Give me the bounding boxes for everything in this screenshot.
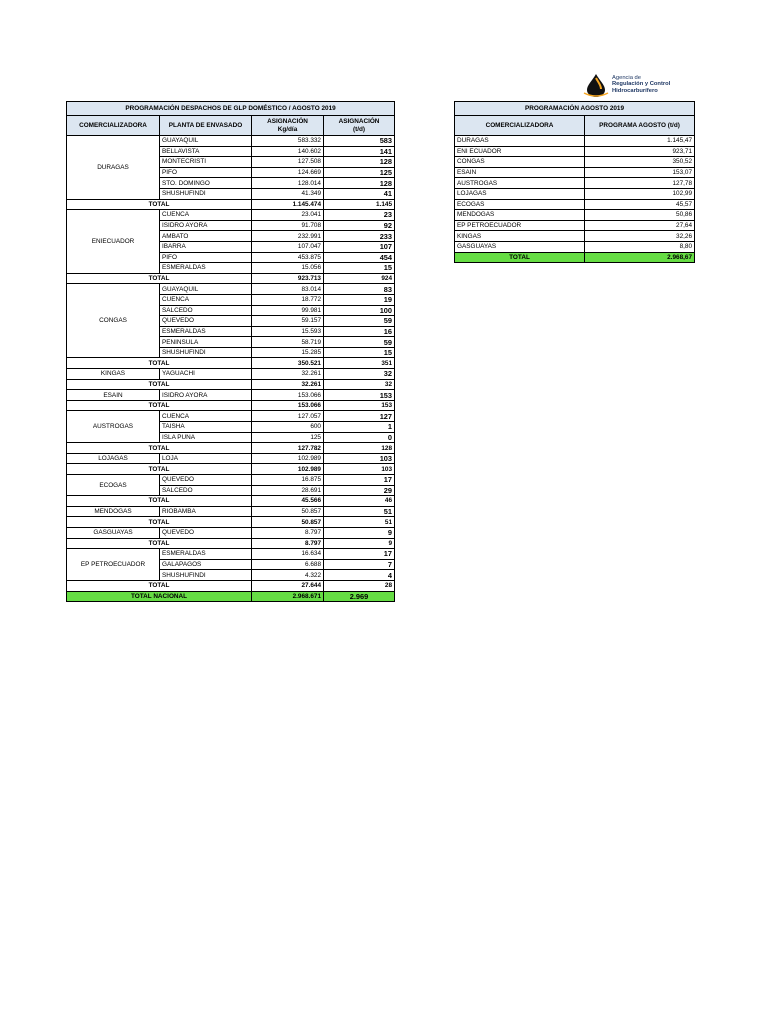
- kg-cell: 83.014: [252, 284, 324, 295]
- summary-company-cell: GASGUAYAS: [455, 241, 585, 252]
- plant-cell: ISIDRO AYORA: [160, 390, 252, 401]
- kg-cell: 6.688: [252, 559, 324, 570]
- total-t: 1.145: [324, 199, 395, 210]
- plant-cell: TAISHA: [160, 422, 252, 433]
- total-kg: 153.066: [252, 400, 324, 411]
- total-row: [67, 538, 395, 549]
- t-cell: 92: [324, 220, 395, 231]
- plant-cell: QUEVEDO: [160, 527, 252, 538]
- company-cell: KINGAS: [67, 369, 160, 380]
- plant-cell: LOJA: [160, 453, 252, 464]
- plant-cell: CUENCA: [160, 210, 252, 221]
- summary-company-cell: DURAGAS: [455, 136, 585, 147]
- plant-cell: RIOBAMBA: [160, 506, 252, 517]
- t-cell: 29: [324, 485, 395, 496]
- summary-header-company: COMERCIALIZADORA: [455, 116, 585, 136]
- plant-cell: ISLA PUNA: [160, 432, 252, 443]
- t-cell: 17: [324, 475, 395, 486]
- total-kg: 8.797: [252, 538, 324, 549]
- total-t: 103: [324, 464, 395, 475]
- kg-cell: 18.772: [252, 294, 324, 305]
- summary-company-cell: LOJAGAS: [455, 188, 585, 199]
- summary-table-title-row: [455, 102, 695, 116]
- t-cell: 15: [324, 263, 395, 274]
- summary-row: [455, 146, 695, 157]
- plant-cell: ESMERALDAS: [160, 326, 252, 337]
- kg-cell: 58.719: [252, 337, 324, 348]
- summary-value-cell: 923,71: [585, 146, 695, 157]
- kg-cell: 453.875: [252, 252, 324, 263]
- t-cell: 454: [324, 252, 395, 263]
- plant-cell: SHUSHUFINDI: [160, 188, 252, 199]
- plant-cell: PIFO: [160, 167, 252, 178]
- grand-total-kg: 2.968.671: [252, 591, 324, 602]
- kg-cell: 583.332: [252, 136, 324, 147]
- plant-cell: ISIDRO AYORA: [160, 220, 252, 231]
- t-cell: 128: [324, 178, 395, 189]
- company-cell: AUSTROGAS: [67, 411, 160, 443]
- kg-cell: 107.047: [252, 241, 324, 252]
- total-row: [67, 400, 395, 411]
- total-row: [67, 199, 395, 210]
- table-row: [67, 527, 395, 538]
- summary-value-cell: 102,99: [585, 188, 695, 199]
- summary-row: [455, 167, 695, 178]
- header-kg-line-1: ASIGNACIÓN: [267, 117, 308, 125]
- t-cell: 7: [324, 559, 395, 570]
- plant-cell: SHUSHUFINDI: [160, 347, 252, 358]
- t-cell: 59: [324, 316, 395, 327]
- plant-cell: AMBATO: [160, 231, 252, 242]
- dispatch-table-title: PROGRAMACIÓN DESPACHOS DE GLP DOMÉSTICO / AGOSTO 2019: [67, 102, 395, 116]
- kg-cell: 91.708: [252, 220, 324, 231]
- kg-cell: 16.634: [252, 549, 324, 560]
- plant-cell: MONTECRISTI: [160, 157, 252, 168]
- agency-logo: [582, 72, 682, 98]
- total-kg: 102.989: [252, 464, 324, 475]
- summary-row: [455, 220, 695, 231]
- plant-cell: SALCEDO: [160, 305, 252, 316]
- total-label: TOTAL: [67, 273, 252, 284]
- total-row: [67, 358, 395, 369]
- summary-company-cell: KINGAS: [455, 231, 585, 242]
- kg-cell: 59.157: [252, 316, 324, 327]
- summary-table-title: PROGRAMACIÓN AGOSTO 2019: [455, 102, 695, 116]
- total-kg: 1.145.474: [252, 199, 324, 210]
- t-cell: 32: [324, 369, 395, 380]
- company-cell: ENIECUADOR: [67, 210, 160, 274]
- t-cell: 127: [324, 411, 395, 422]
- summary-row: [455, 157, 695, 168]
- kg-cell: 127.057: [252, 411, 324, 422]
- t-cell: 583: [324, 136, 395, 147]
- t-cell: 51: [324, 506, 395, 517]
- summary-value-cell: 127,78: [585, 178, 695, 189]
- header-company: COMERCIALIZADORA: [67, 116, 160, 136]
- table-row: [67, 453, 395, 464]
- total-kg: 45.566: [252, 496, 324, 507]
- plant-cell: BELLAVISTA: [160, 146, 252, 157]
- t-cell: 15: [324, 347, 395, 358]
- table-row: [67, 390, 395, 401]
- logo-line-1: Agencia de: [612, 75, 642, 81]
- summary-company-cell: ESAIN: [455, 167, 585, 178]
- summary-value-cell: 27,64: [585, 220, 695, 231]
- kg-cell: 32.261: [252, 369, 324, 380]
- plant-cell: GUAYAQUIL: [160, 284, 252, 295]
- kg-cell: 8.797: [252, 527, 324, 538]
- t-cell: 17: [324, 549, 395, 560]
- company-cell: ESAIN: [67, 390, 160, 401]
- summary-value-cell: 1.145,47: [585, 136, 695, 147]
- summary-company-cell: MENDOGAS: [455, 210, 585, 221]
- summary-company-cell: ENI ECUADOR: [455, 146, 585, 157]
- kg-cell: 140.602: [252, 146, 324, 157]
- plant-cell: GALAPAGOS: [160, 559, 252, 570]
- kg-cell: 127.508: [252, 157, 324, 168]
- total-label: TOTAL: [67, 580, 252, 591]
- kg-cell: 23.041: [252, 210, 324, 221]
- total-row: [67, 496, 395, 507]
- total-t: 46: [324, 496, 395, 507]
- total-row: [67, 379, 395, 390]
- kg-cell: 124.669: [252, 167, 324, 178]
- company-cell: LOJAGAS: [67, 453, 160, 464]
- total-t: 924: [324, 273, 395, 284]
- kg-cell: 28.691: [252, 485, 324, 496]
- header-t-line-2: (t/d): [352, 125, 366, 133]
- total-label: TOTAL: [67, 496, 252, 507]
- t-cell: 19: [324, 294, 395, 305]
- summary-row: [455, 188, 695, 199]
- total-kg: 32.261: [252, 379, 324, 390]
- kg-cell: 232.991: [252, 231, 324, 242]
- logo-line-3: Hidrocarburífero: [612, 87, 658, 94]
- kg-cell: 600: [252, 422, 324, 433]
- summary-value-cell: 50,86: [585, 210, 695, 221]
- total-t: 351: [324, 358, 395, 369]
- table-row: [67, 506, 395, 517]
- header-t-line-1: ASIGNACIÓN: [338, 117, 380, 125]
- company-cell: DURAGAS: [67, 136, 160, 200]
- header-plant: PLANTA DE ENVASADO: [160, 116, 252, 136]
- total-row: [67, 517, 395, 528]
- plant-cell: ESMERALDAS: [160, 549, 252, 560]
- total-t: 128: [324, 443, 395, 454]
- t-cell: 0: [324, 432, 395, 443]
- plant-cell: SALCEDO: [160, 485, 252, 496]
- table-row: [67, 136, 395, 147]
- summary-row: [455, 210, 695, 221]
- dispatch-table-title-row: [67, 102, 395, 116]
- kg-cell: 128.014: [252, 178, 324, 189]
- t-cell: 125: [324, 167, 395, 178]
- header-kg: [252, 116, 324, 136]
- plant-cell: CUENCA: [160, 294, 252, 305]
- table-row: [67, 284, 395, 295]
- logo-line-2: Regulación y Control: [612, 81, 671, 88]
- total-t: 51: [324, 517, 395, 528]
- table-row: [67, 549, 395, 560]
- grand-total-row: [67, 591, 395, 602]
- kg-cell: 153.066: [252, 390, 324, 401]
- table-row: [67, 411, 395, 422]
- company-cell: GASGUAYAS: [67, 527, 160, 538]
- kg-cell: 15.056: [252, 263, 324, 274]
- summary-row: [455, 178, 695, 189]
- company-cell: MENDOGAS: [67, 506, 160, 517]
- t-cell: 233: [324, 231, 395, 242]
- summary-total-label: TOTAL: [455, 252, 585, 263]
- total-label: TOTAL: [67, 379, 252, 390]
- kg-cell: 16.875: [252, 475, 324, 486]
- total-label: TOTAL: [67, 400, 252, 411]
- t-cell: 9: [324, 527, 395, 538]
- summary-value-cell: 32,26: [585, 231, 695, 242]
- total-row: [67, 580, 395, 591]
- t-cell: 23: [324, 210, 395, 221]
- total-row: [67, 443, 395, 454]
- dispatch-table-header-row: [67, 116, 395, 136]
- t-cell: 59: [324, 337, 395, 348]
- summary-value-cell: 153,07: [585, 167, 695, 178]
- kg-cell: 99.981: [252, 305, 324, 316]
- total-kg: 50.857: [252, 517, 324, 528]
- total-label: TOTAL: [67, 358, 252, 369]
- t-cell: 1: [324, 422, 395, 433]
- table-row: [67, 369, 395, 380]
- header-t: [324, 116, 395, 136]
- company-cell: EP PETROECUADOR: [67, 549, 160, 581]
- total-t: 9: [324, 538, 395, 549]
- kg-cell: 15.285: [252, 347, 324, 358]
- summary-table-header-row: [455, 116, 695, 136]
- total-t: 32: [324, 379, 395, 390]
- summary-row: [455, 136, 695, 147]
- total-label: TOTAL: [67, 538, 252, 549]
- summary-value-cell: 45,57: [585, 199, 695, 210]
- summary-table: [454, 101, 695, 263]
- total-label: TOTAL: [67, 464, 252, 475]
- t-cell: 153: [324, 390, 395, 401]
- company-cell: ECOGAS: [67, 475, 160, 496]
- summary-total-row: [455, 252, 695, 263]
- summary-header-program: PROGRAMA AGOSTO (t/d): [585, 116, 695, 136]
- company-cell: CONGAS: [67, 284, 160, 358]
- grand-total-t: 2.969: [324, 591, 395, 602]
- total-row: [67, 464, 395, 475]
- summary-company-cell: EP PETROECUADOR: [455, 220, 585, 231]
- t-cell: 103: [324, 453, 395, 464]
- total-t: 153: [324, 400, 395, 411]
- plant-cell: CUENCA: [160, 411, 252, 422]
- kg-cell: 125: [252, 432, 324, 443]
- summary-total-value: 2.968,67: [585, 252, 695, 263]
- summary-company-cell: ECOGAS: [455, 199, 585, 210]
- t-cell: 83: [324, 284, 395, 295]
- plant-cell: ESMERALDAS: [160, 263, 252, 274]
- plant-cell: QUEVEDO: [160, 475, 252, 486]
- kg-cell: 15.593: [252, 326, 324, 337]
- plant-cell: IBARRA: [160, 241, 252, 252]
- t-cell: 141: [324, 146, 395, 157]
- t-cell: 41: [324, 188, 395, 199]
- summary-row: [455, 199, 695, 210]
- summary-company-cell: AUSTROGAS: [455, 178, 585, 189]
- t-cell: 128: [324, 157, 395, 168]
- total-kg: 923.713: [252, 273, 324, 284]
- total-t: 28: [324, 580, 395, 591]
- summary-value-cell: 8,80: [585, 241, 695, 252]
- grand-total-label: TOTAL NACIONAL: [67, 591, 252, 602]
- t-cell: 16: [324, 326, 395, 337]
- t-cell: 4: [324, 570, 395, 581]
- dispatch-table: [66, 101, 395, 602]
- t-cell: 107: [324, 241, 395, 252]
- total-row: [67, 273, 395, 284]
- summary-company-cell: CONGAS: [455, 157, 585, 168]
- summary-value-cell: 350,52: [585, 157, 695, 168]
- kg-cell: 102.989: [252, 453, 324, 464]
- plant-cell: PENINSULA: [160, 337, 252, 348]
- kg-cell: 50.857: [252, 506, 324, 517]
- kg-cell: 41.349: [252, 188, 324, 199]
- summary-row: [455, 231, 695, 242]
- total-label: TOTAL: [67, 443, 252, 454]
- total-label: TOTAL: [67, 199, 252, 210]
- plant-cell: PIFO: [160, 252, 252, 263]
- total-kg: 27.644: [252, 580, 324, 591]
- plant-cell: STO. DOMINGO: [160, 178, 252, 189]
- plant-cell: GUAYAQUIL: [160, 136, 252, 147]
- table-row: [67, 210, 395, 221]
- table-row: [67, 475, 395, 486]
- plant-cell: SHUSHUFINDI: [160, 570, 252, 581]
- plant-cell: QUEVEDO: [160, 316, 252, 327]
- header-kg-line-2: Kg/día: [277, 125, 298, 133]
- summary-row: [455, 241, 695, 252]
- total-kg: 127.782: [252, 443, 324, 454]
- plant-cell: YAGUACHI: [160, 369, 252, 380]
- kg-cell: 4.322: [252, 570, 324, 581]
- t-cell: 100: [324, 305, 395, 316]
- total-kg: 350.521: [252, 358, 324, 369]
- total-label: TOTAL: [67, 517, 252, 528]
- drop-logo-icon: [582, 72, 610, 98]
- logo-text: [612, 75, 670, 94]
